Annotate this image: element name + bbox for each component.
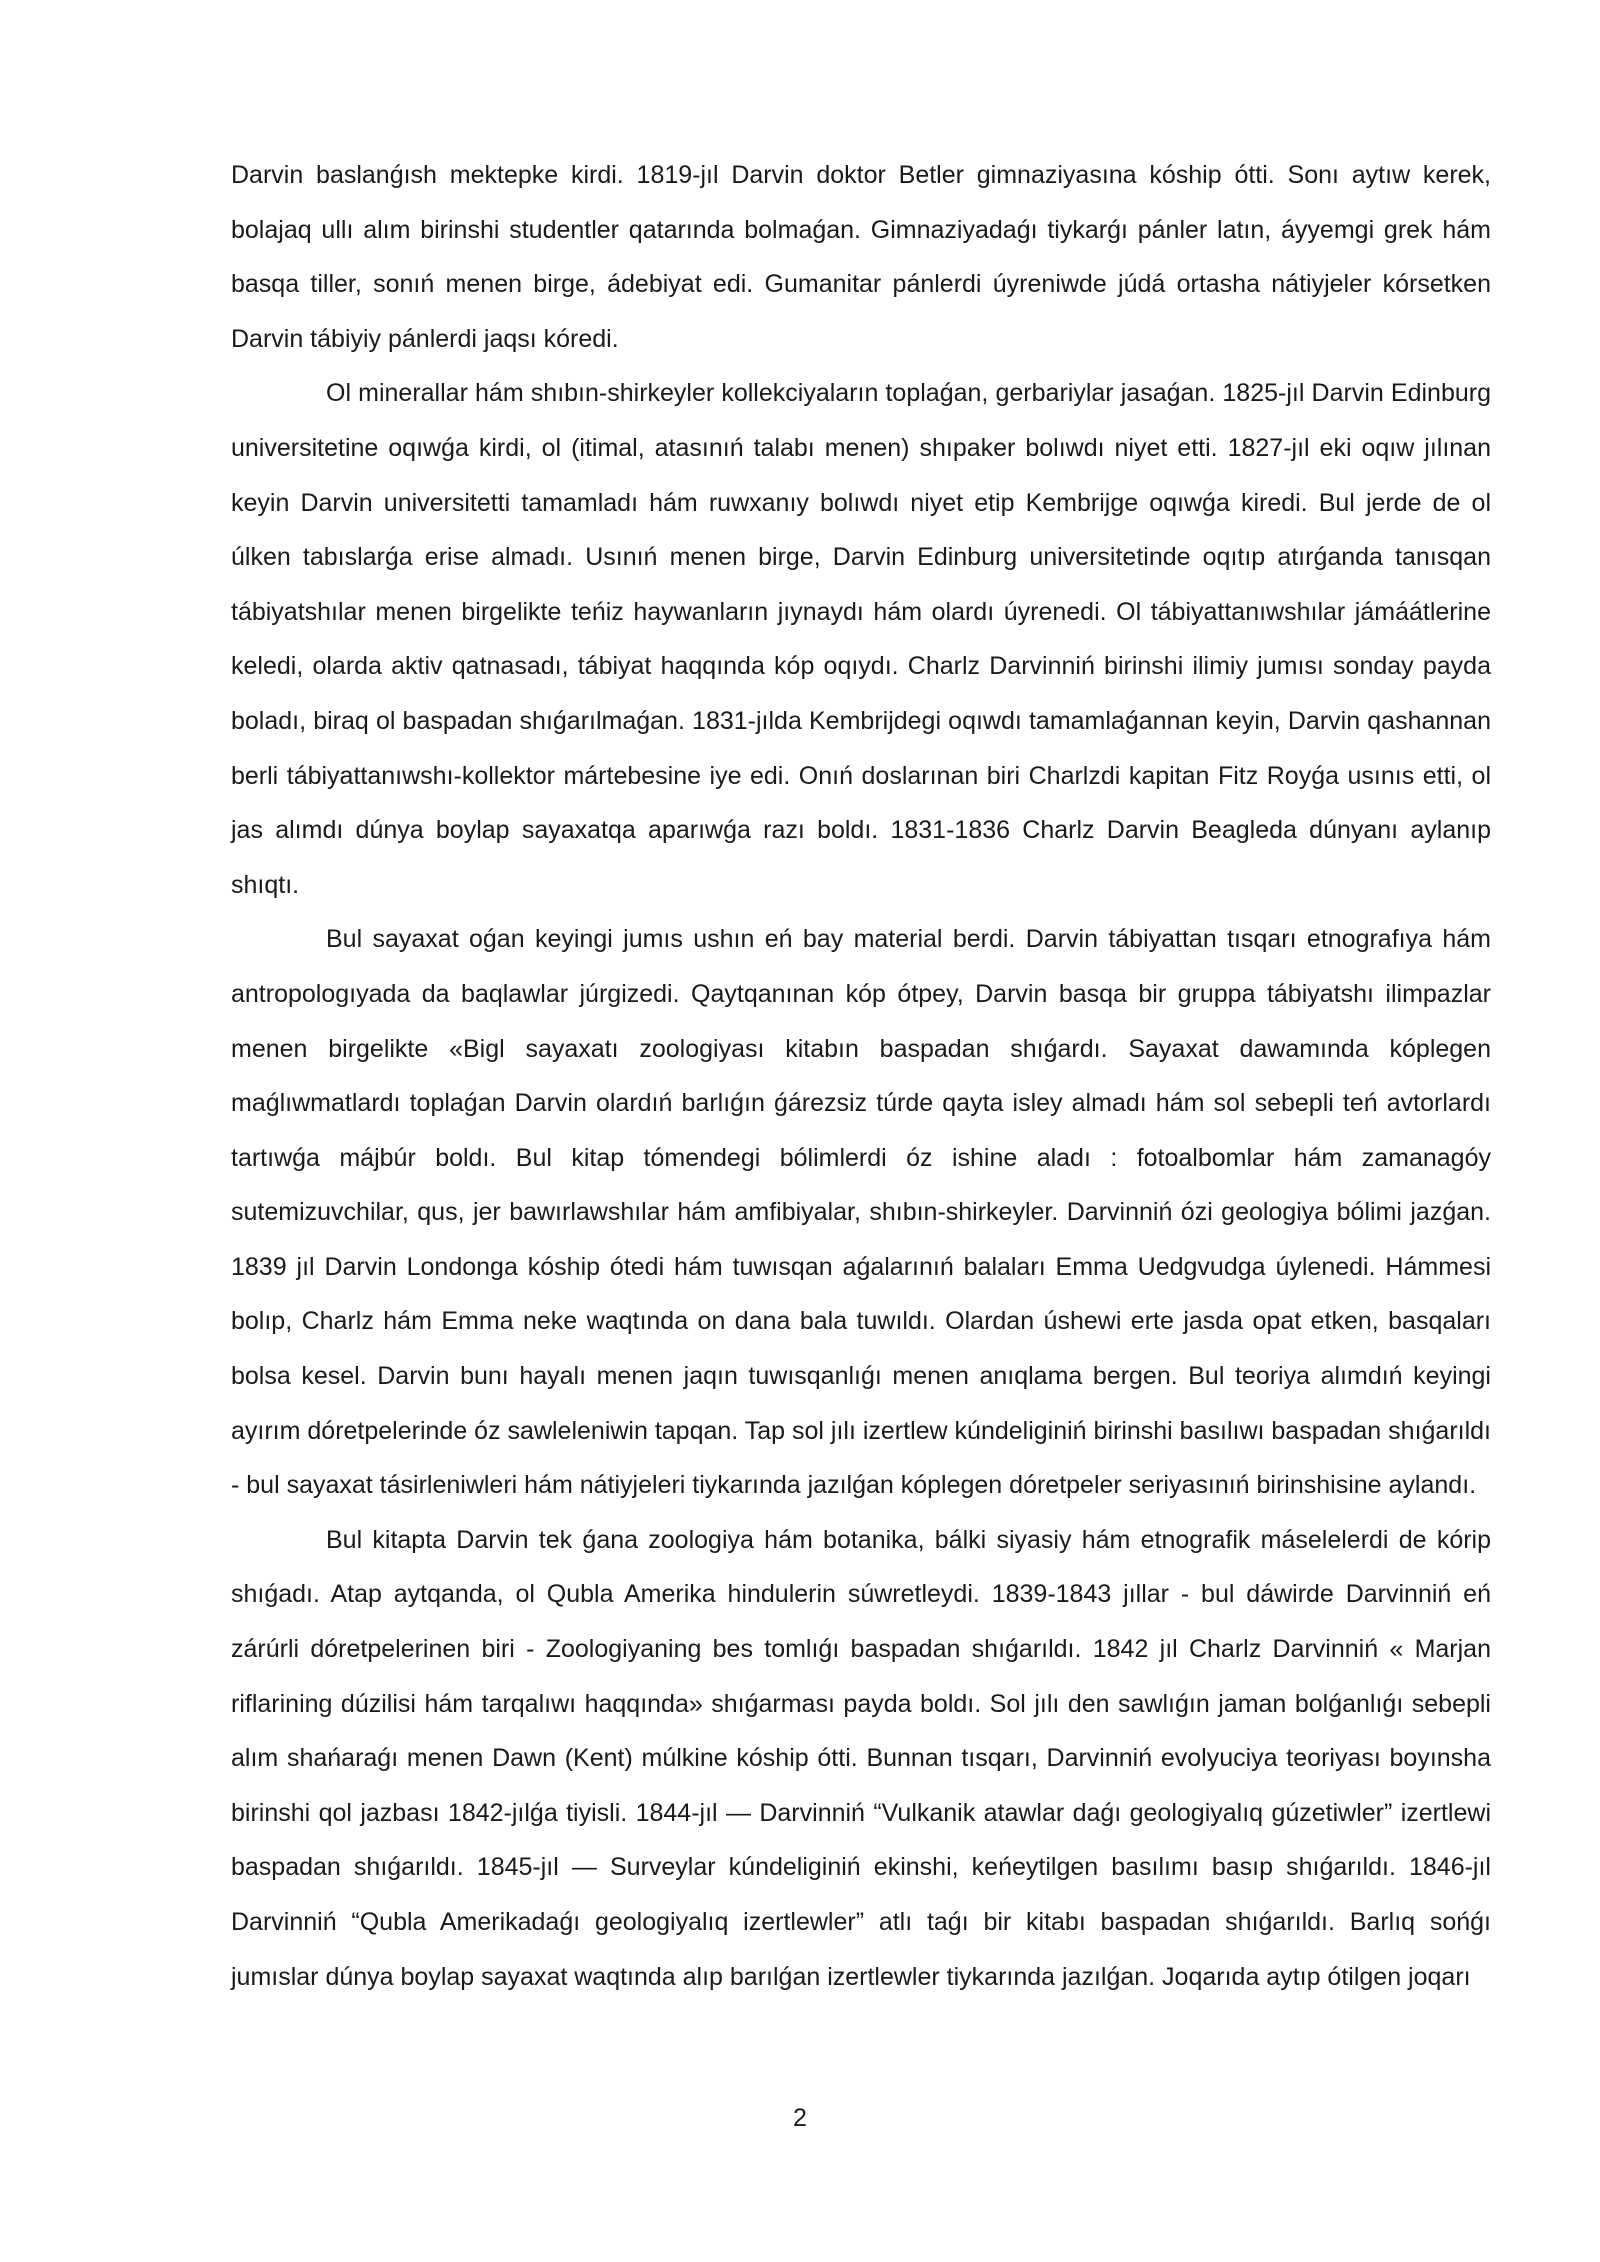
paragraph-3: Bul sayaxat oǵan keyingi jumıs ushın eń bay material berdi. Darvin tábiyattan tısqarı etnografıya hám antropologıyada da baqlawlar júrgizedi. Qaytqanınan kóp ótpey, Darvin basqa bir gruppa tábiyatshı ilimpazlar menen birgelikte «Bigl sayaxatı zoologiyası kitabın baspadan shıǵardı. Sayaxat dawamında kóplegen maǵlıwmatlardı toplaǵan Darvin olardıń barlıǵın ǵárezsiz túrde qayta isley almadı hám sol sebepli teń avtorlardı tartıwǵa májbúr boldı. Bul kitap tómendegi bólimlerdi óz ishine aladı : fotoalbomlar hám zamanagóy sutemizuvchilar, qus, jer bawırlawshılar hám amfibiyalar, shıbın-shirkeyler. Darvinniń ózi geologiya bólimi jazǵan. 1839 jıl Darvin Londonga kóship ótedi hám tuwısqan aǵalarınıń balaları Emma Uedgvudga úylenedi. Hámmesi bolıp, Charlz hám Emma neke waqtında on dana bala tuwıldı. Olardan úshewi erte jasda opat etken, basqaları bolsa kesel. Darvin bunı hayalı menen jaqın tuwısqanlıǵı menen anıqlama bergen. Bul teoriya alımdıń keyingi ayırım dóretpelerinde óz sawleleniwin tapqan. Tap sol jılı izertlew kúndeliginiń birinshi basılıwı baspadan shıǵarıldı - bul sayaxat tásirleniwleri hám nátiyjeleri tiykarında jazılǵan kóplegen dóretpeler seriyasınıń birinshisine aylandı. xyxy=(231,925,1491,1500)
document-body xyxy=(231,148,1491,2004)
paragraph-4: Bul kitapta Darvin tek ǵana zoologiya hám botanika, bálki siyasiy hám etnografik máselelerdi de kórip shıǵadı. Atap aytqanda, ol Qubla Amerika hindulerin súwretleydi. 1839-1843 jıllar - bul dáwirde Darvinniń eń zárúrli dóretpelerinen biri - Zoologiyaning bes tomlıǵı baspadan shıǵarıldı. 1842 jıl Charlz Darvinniń « Marjan riflarining dúzilisi hám tarqalıwı haqqında» shıǵarması payda boldı. Sol jılı den sawlıǵın jaman bolǵanlıǵı sebepli alım shańaraǵı menen Dawn (Kent) múlkine kóship ótti. Bunnan tısqarı, Darvinniń evolyuciya teoriyası boyınsha birinshi qol jazbası 1842-jılǵa tiyisli. 1844-jıl — Darvinniń “Vulkanik atawlar daǵı geologiyalıq gúzetiwler” izertlewi baspadan shıǵarıldı. 1845-jıl — Surveylar kúndeliginiń ekinshi, keńeytilgen basılımı basıp shıǵarıldı. 1846-jıl Darvinniń “Qubla Amerikadaǵı geologiyalıq izertlewler” atlı taǵı bir kitabı baspadan shıǵarıldı. Barlıq sońǵı jumıslar dúnya boylap sayaxat waqtında alıp barılǵan izertlewler tiykarında jazılǵan. Joqarıda aytıp ótilgen joqarı xyxy=(231,1525,1491,1991)
paragraph-2: Ol minerallar hám shıbın-shirkeyler kollekciyaların toplaǵan, gerbariylar jasaǵan. 1825-jıl Darvin Edinburg universitetine oqıwǵa kirdi, ol (itimal, atasınıń talabı menen) shıpaker bolıwdı niyet etti. 1827-jıl eki oqıw jılınan keyin Darvin universitetti tamamladı hám ruwxanıy bolıwdı niyet etip Kembrijge oqıwǵa kiredi. Bul jerde de ol úlken tabıslarǵa erise almadı. Usınıń menen birge, Darvin Edinburg universitetinde oqıtıp atırǵanda tanısqan tábiyatshılar menen birgelikte teńiz haywanların jıynaydı hám olardı úyrenedi. Ol tábiyattanıwshılar jámáátlerine keledi, olarda aktiv qatnasadı, tábiyat haqqında kóp oqıydı. Charlz Darvinniń birinshi ilimiy jumısı sonday payda boladı, biraq ol baspadan shıǵarılmaǵan. 1831-jılda Kembrijdegi oqıwdı tamamlaǵannan keyin, Darvin qashannan berli tábiyattanıwshı-kollektor mártebesine iye edi. Onıń doslarınan biri Charlzdi kapitan Fitz Royǵa usınıs etti, ol jas alımdı dúnya boylap sayaxatqa aparıwǵa razı boldı. 1831-1836 Charlz Darvin Beagleda dúnyanı aylanıp shıqtı. xyxy=(231,379,1491,899)
paragraph-1: Darvin baslanǵısh mektepke kirdi. 1819-jıl Darvin doktor Betler gimnaziyasına kóship ótti. Sonı aytıw kerek, bolajaq ullı alım birinshi studentler qatarında bolmaǵan. Gimnaziyadaǵı tiykarǵı pánler latın, áyyemgi grek hám basqa tiller, sonıń menen birge, ádebiyat edi. Gumanitar pánlerdi úyreniwde júdá ortasha nátiyjeler kórsetken Darvin tábiyiy pánlerdi jaqsı kóredi. xyxy=(231,161,1491,353)
page-number: 2 xyxy=(793,2104,807,2132)
